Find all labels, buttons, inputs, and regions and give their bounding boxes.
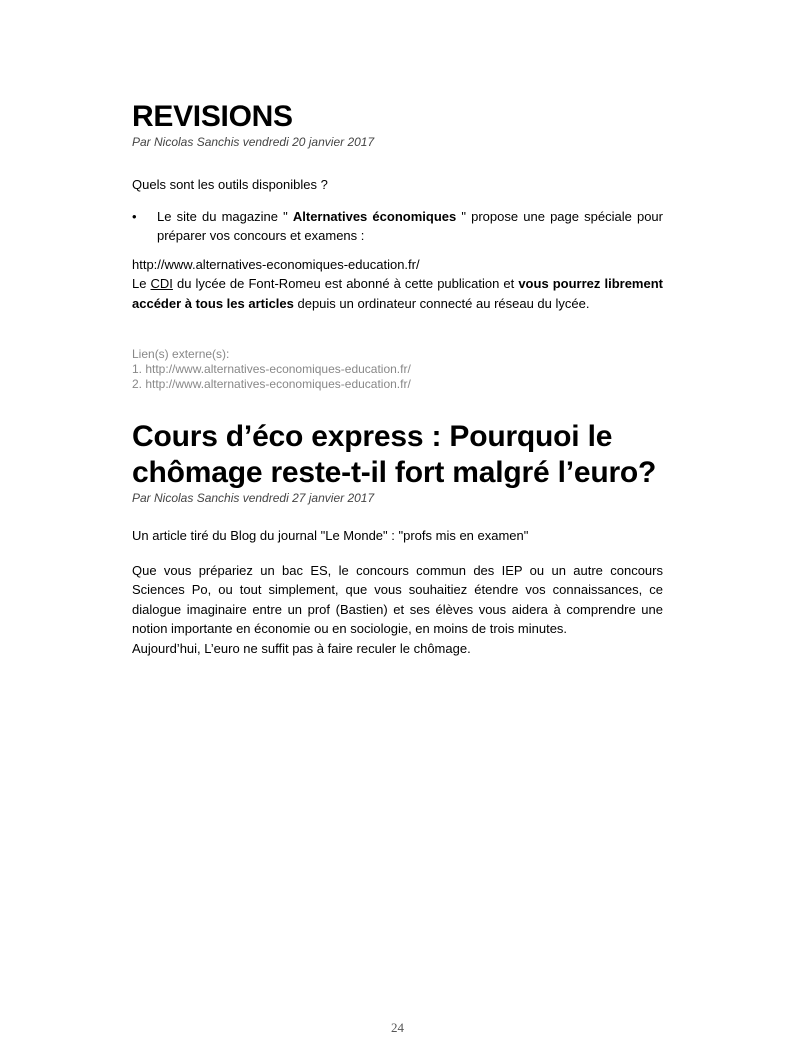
article-body-last-line: Aujourd’hui, L’euro ne suffit pas à faire reculer le chômage.	[132, 640, 471, 656]
external-link-item[interactable]: 1. http://www.alternatives-economiques-education.fr/	[132, 362, 411, 376]
para-text-le: Le	[132, 276, 151, 291]
bullet-text-start: Le site du magazine "	[157, 208, 293, 224]
para-text-middle: du lycée de Font-Romeu est abonné à cette publication et	[172, 276, 519, 291]
page-content	[132, 99, 663, 658]
cdi-link[interactable]: CDI	[150, 276, 173, 291]
bullet-icon: •	[132, 208, 137, 224]
para-text-end: depuis un ordinateur connecté au réseau du lycée.	[293, 295, 590, 311]
article-title: Cours d’éco express : Pourquoi le chômage reste-t-il fort malgré l’euro?	[132, 420, 657, 489]
cdi-paragraph	[132, 274, 663, 313]
external-links-label: Lien(s) externe(s):	[132, 347, 230, 361]
article-byline: Par Nicolas Sanchis vendredi 20 janvier 2017	[132, 135, 375, 149]
article-intro: Un article tiré du Blog du journal "Le Monde" : "profs mis en examen"	[132, 528, 529, 543]
list-item	[132, 207, 663, 246]
magazine-url[interactable]: http://www.alternatives-economiques-education.fr/	[132, 256, 420, 272]
page-number: 24	[391, 1020, 404, 1035]
external-link-item[interactable]: 2. http://www.alternatives-economiques-education.fr/	[132, 377, 411, 391]
article-body: Que vous prépariez un bac ES, le concours commun des IEP ou un autre concours Sciences Po, ou tout simplement, que vous souhaitiez étendre vos connaissances, ce dialogue imaginaire entre un prof (Bastien) et ses élèves vous aidera à comprendre une notion importante en économie ou en sociologie, en moins de trois minutes.	[132, 562, 663, 636]
external-links	[132, 347, 663, 392]
article-title: REVISIONS	[132, 100, 293, 133]
article-byline: Par Nicolas Sanchis vendredi 27 janvier 2017	[132, 491, 375, 505]
bullet-list	[132, 207, 663, 246]
bullet-text-end: " propose une page spéciale pour préparer vos concours et examens :	[157, 208, 663, 243]
question-text: Quels sont les outils disponibles ?	[132, 177, 328, 192]
para-bold-text: vous pourrez librement accéder à tous les articles	[132, 276, 663, 311]
magazine-name: Alternatives économiques	[292, 208, 457, 224]
